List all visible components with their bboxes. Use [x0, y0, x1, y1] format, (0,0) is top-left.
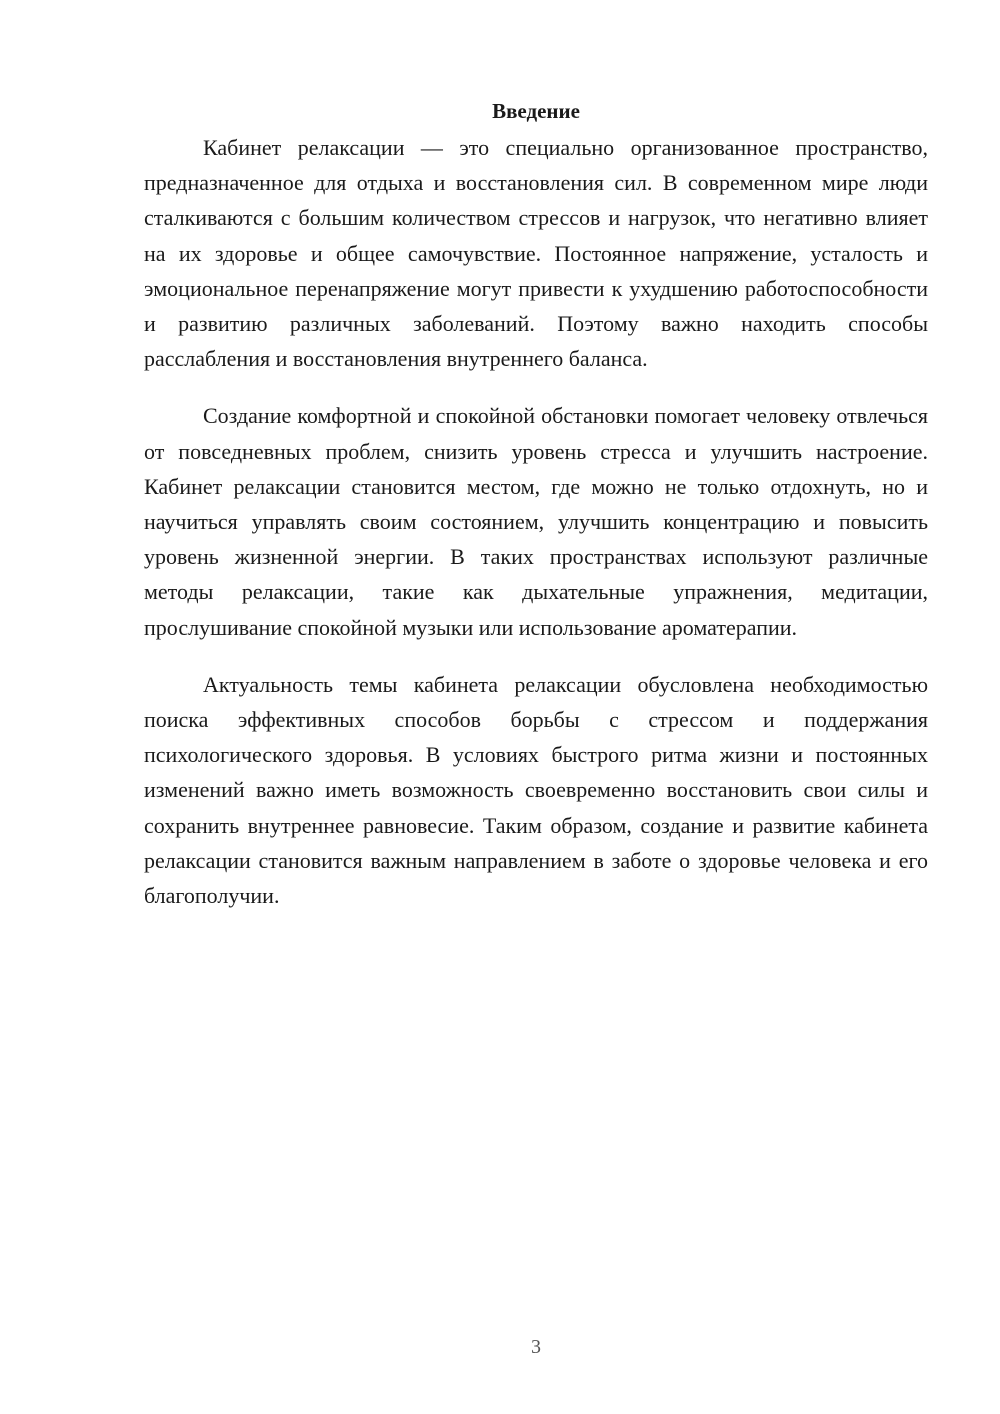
- paragraph-3: Актуальность темы кабинета релаксации обусловлена необходимостью поиска эффективных способов борьбы с стрессом и поддержания психологического здоровья. В условиях быстрого ритма жизни и постоянных изменений важно иметь возможность своевременно восстановить свои силы и сохранить внутреннее равновесие. Таким образом, создание и развитие кабинета релаксации становится важным направлением в заботе о здоровье человека и его благополучии.: [144, 671, 928, 909]
- section-title: Введение: [492, 99, 580, 123]
- paragraph-2: Создание комфортной и спокойной обстановки помогает человеку отвлечься от повседневных проблем, снизить уровень стресса и улучшить настроение. Кабинет релаксации становится местом, где можно не только отдохнуть, но и научиться управлять своим состоянием, улучшить концентрацию и повысить уровень жизненной энергии. В таких пространствах используют различные методы релаксации, такие как дыхательные упражнения, медитации, прослушивание спокойной музыки или использование ароматерапии.: [144, 403, 928, 640]
- paragraph-1: Кабинет релаксации — это специально организованное пространство, предназначенное для отдыха и восстановления сил. В современном мире люди сталкиваются с большим количеством стрессов и нагрузок, что негативно влияет на их здоровье и общее самочувствие. Постоянное напряжение, усталость и эмоциональное перенапряжение могут привести к ухудшению работоспособности и развитию различных заболеваний. Поэтому важно находить способы расслабления и восстановления внутреннего баланса.: [144, 135, 928, 372]
- page-content: [144, 96, 928, 913]
- page-number: 3: [531, 1336, 541, 1358]
